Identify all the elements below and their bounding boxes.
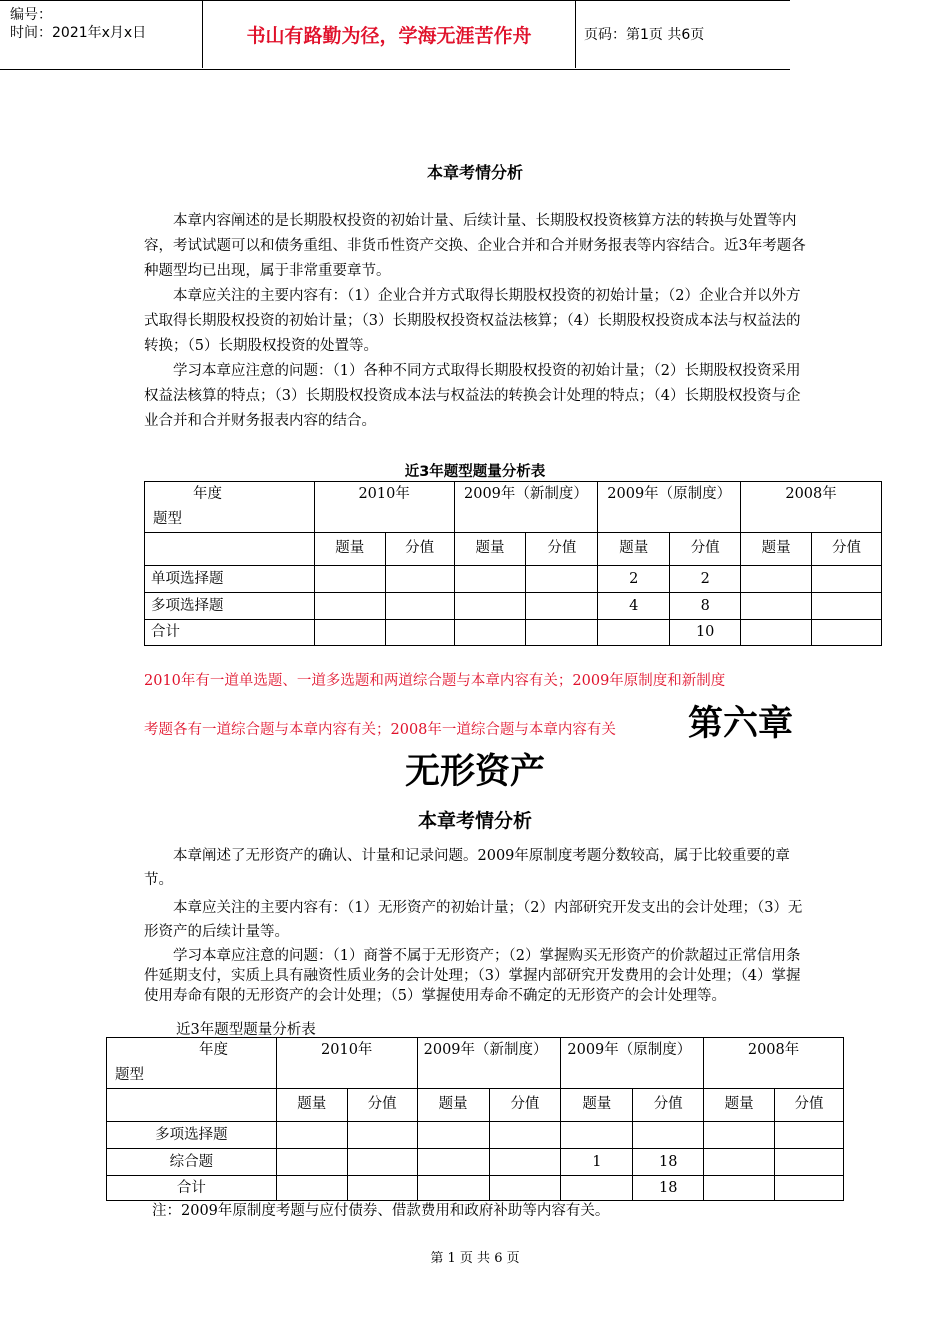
table-row — [145, 620, 882, 646]
section2-paragraph: 本章阐述了无形资产的确认、计量和记录问题。2009年原制度考题分数较高，属于比较重要的章节。 — [144, 848, 790, 888]
table1 — [144, 481, 882, 646]
table2-year: 2010年 — [276, 1038, 417, 1089]
table-row — [107, 1176, 844, 1201]
table1-subheader: 题量 — [454, 533, 526, 566]
table2-subheader: 分值 — [347, 1089, 417, 1122]
table1-subheader: 题量 — [598, 533, 670, 566]
table2-cell: 1 — [561, 1149, 633, 1176]
doc-date: 时间：2021年x月x日 — [10, 25, 147, 41]
table2-subheader: 题量 — [704, 1089, 775, 1122]
table1-cell: 4 — [598, 593, 670, 620]
table1-subheader: 题量 — [741, 533, 812, 566]
table1-cell: 10 — [670, 620, 741, 646]
table2-row-label: 合计 — [107, 1176, 277, 1201]
section1-paragraph: 本章内容阐述的是长期股权投资的初始计量、后续计量、长期股权投资核算方法的转换与处置等内容，考试试题可以和债务重组、非货币性资产交换、企业合并和合并财务报表等内容结合。近3年考题各种题型均已出现，属于非常重要章节。 — [144, 213, 806, 279]
table1-year: 2008年 — [741, 482, 882, 533]
table1-year: 2010年 — [314, 482, 454, 533]
red-note-line1: 2010年有一道单选题、一道多选题和两道综合题与本章内容有关；2009年原制度和新制度 — [144, 673, 726, 689]
section2-body — [144, 844, 808, 1006]
table1-row-label: 合计 — [145, 620, 315, 646]
section2-paragraph: 学习本章应注意的问题：（1）商誉不属于无形资产；（2）掌握购买无形资产的价款超过正常信用条件延期支付，实质上具有融资性质业务的会计处理；（3）掌握内部研究开发费用的会计处理；（4）掌握使用寿命有限的无形资产的会计处理；（5）掌握使用寿命不确定的无形资产的会计处理等。 — [144, 948, 801, 1004]
table1-year: 2009年（原制度） — [598, 482, 741, 533]
table1-subheader: 分值 — [812, 533, 882, 566]
section1-title: 本章考情分析 — [426, 163, 523, 182]
section1-body — [144, 209, 808, 434]
table1-subheader: 题量 — [314, 533, 385, 566]
table2-subheader: 题量 — [417, 1089, 489, 1122]
section1-paragraph: 本章应关注的主要内容有：（1）企业合并方式取得长期股权投资的初始计量；（2）企业合并以外方式取得长期股权投资的初始计量；（3）长期股权投资权益法核算；（4）长期股权投资成本法与权益法的转换；（5）长期股权投资的处置等。 — [144, 288, 801, 354]
table1-row-label: 多项选择题 — [145, 593, 315, 620]
table2-cell: 18 — [633, 1149, 704, 1176]
table1-cell: 2 — [670, 566, 741, 593]
red-note-line2: 考题各有一道综合题与本章内容有关；2008年一道综合题与本章内容有关 — [144, 722, 616, 738]
table1-title: 近3年题型题量分析表 — [404, 464, 546, 480]
table2 — [106, 1037, 844, 1201]
header-motto: 书山有路勤为径，学海无涯苦作舟 — [202, 0, 576, 68]
header-page-number: 页码：第1页 共6页 — [584, 27, 705, 43]
table1-subheader: 分值 — [670, 533, 741, 566]
table1-cell: 8 — [670, 593, 741, 620]
table-row — [145, 566, 882, 593]
section2-title: 本章考情分析 — [417, 810, 532, 832]
header-meta — [0, 0, 200, 68]
doc-code: 编号： — [10, 7, 52, 23]
table-row — [145, 593, 882, 620]
table2-title: 近3年题型题量分析表 — [176, 1022, 316, 1038]
table1-corner: 年度 题型 — [145, 482, 315, 533]
table1-year: 2009年（新制度） — [454, 482, 598, 533]
table2-year: 2009年（原制度） — [561, 1038, 704, 1089]
table2-year: 2008年 — [704, 1038, 844, 1089]
table1-subheader: 分值 — [526, 533, 598, 566]
section2-paragraph: 本章应关注的主要内容有：（1）无形资产的初始计量；（2）内部研究开发支出的会计处理；（3）无形资产的后续计量等。 — [144, 900, 803, 940]
table1-subheader: 分值 — [385, 533, 454, 566]
table2-subheader: 分值 — [775, 1089, 844, 1122]
page-header — [0, 0, 790, 70]
page-footer: 第 1 页 共 6 页 — [430, 1251, 520, 1266]
table2-row-label: 综合题 — [107, 1149, 277, 1176]
table2-subheader: 题量 — [276, 1089, 347, 1122]
table-row — [107, 1122, 844, 1149]
table1-cell: 2 — [598, 566, 670, 593]
section1-paragraph: 学习本章应注意的问题：（1）各种不同方式取得长期股权投资的初始计量；（2）长期股权投资采用权益法核算的特点；（3）长期股权投资成本法与权益法的转换会计处理的特点；（4）长期股权投资与企业合并和合并财务报表内容的结合。 — [144, 363, 801, 429]
chapter-title: 无形资产 — [404, 752, 545, 792]
chapter-number: 第六章 — [688, 704, 794, 744]
table2-subheader: 分值 — [633, 1089, 704, 1122]
table1-row-label: 单项选择题 — [145, 566, 315, 593]
table-row — [107, 1149, 844, 1176]
table2-cell: 18 — [633, 1176, 704, 1201]
table2-year: 2009年（新制度） — [417, 1038, 561, 1089]
table2-corner: 年度 题型 — [107, 1038, 277, 1089]
table2-subheader: 题量 — [561, 1089, 633, 1122]
table2-subheader: 分值 — [489, 1089, 561, 1122]
table2-note: 注：2009年原制度考题与应付债券、借款费用和政府补助等内容有关。 — [152, 1203, 610, 1219]
table2-row-label: 多项选择题 — [107, 1122, 277, 1149]
